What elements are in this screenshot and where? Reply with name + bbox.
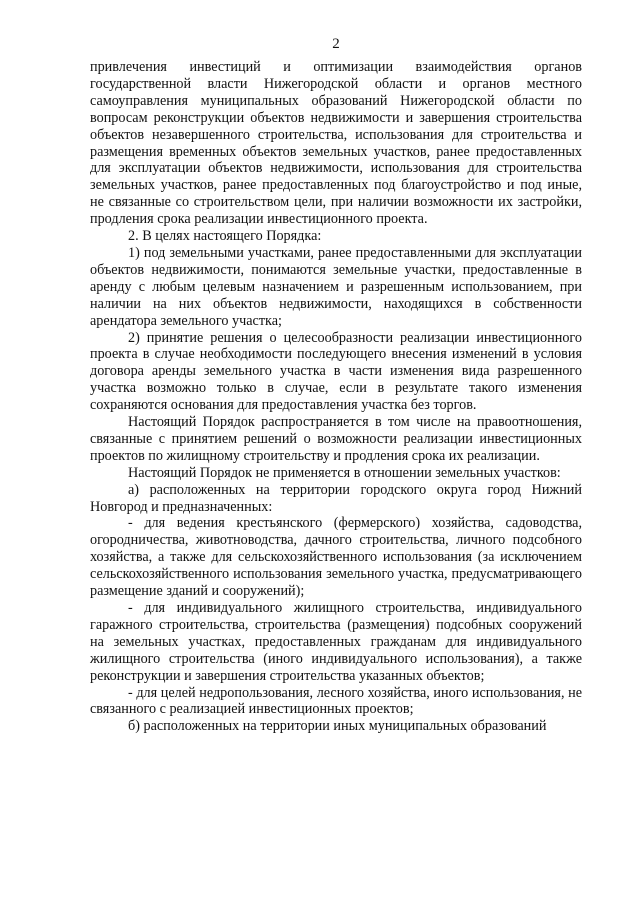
paragraph-exclusions: Настоящий Порядок не применяется в отношении земельных участков: xyxy=(128,464,561,481)
paragraph-investment-purpose: привлечения инвестиций и оптимизации взаимодействия органов государственной власти Нижегородской области и органов местного самоуправления муниципальных образований Нижегородской области по вопросам реконструкции объектов недвижимости и завершения строительства объектов незавершенного строительства, использования для строительства и размещения временных объектов земельных участков, ранее предоставленных для эксплуатации объектов недвижимости, использования для строительства земельных участков, ранее предоставленных под благоустройство и под иные, не связанные со строительством цели, при наличии возможности их застройки, продления срока реализации инвестиционного проекта. xyxy=(90,59,582,228)
paragraph-scope: Настоящий Порядок распространяется в том числе на правоотношения, связанные с принятием решений о возможности реализации инвестиционных проектов по жилищному строительству и продления срока их реализации. xyxy=(90,414,582,464)
paragraph-exclusion-a-housing: - для индивидуального жилищного строительства, индивидуального гаражного строительства, строительства (размещения) подсобных сооружений на земельных участках, предоставленных гражданам для индивидуального жилищного строительства (иного индивидуального использования), а также реконструкции и завершения строительства указанных объектов; xyxy=(90,600,582,684)
paragraph-exclusion-a-farming: - для ведения крестьянского (фермерского) хозяйства, садоводства, огородничества, животноводства, дачного строительства, личного подсобного хозяйства, а также для сельскохозяйственного использования (за исключением сельскохозяйственного использования земельного участка, предусматривающего размещение зданий и сооружений); xyxy=(90,515,582,600)
paragraph-item-2: 2) принятие решения о целесообразности реализации инвестиционного проекта в случае необходимости последующего внесения изменений в условия договора аренды земельного участка в части изменения вида разрешенного участка возможно только в случае, если в результате такого изменения сохраняются основания для предоставления участка без торгов. xyxy=(90,329,582,414)
paragraph-section-2-heading: 2. В целях настоящего Порядка: xyxy=(128,228,322,245)
paragraph-exclusion-a: а) расположенных на территории городского округа город Нижний Новгород и предназначенных: xyxy=(90,481,582,515)
paragraph-exclusion-a-subsoil: - для целей недропользования, лесного хозяйства, иного использования, не связанного с реализацией инвестиционных проектов; xyxy=(90,684,582,718)
paragraph-item-1: 1) под земельными участками, ранее предоставленными для эксплуатации объектов недвижимости, понимаются земельные участки, предоставленные в аренду с любым целевым назначением и разрешенным использованием, при наличии на них объектов недвижимости, находящихся в собственности арендатора земельного участка; xyxy=(90,244,582,329)
paragraph-exclusion-b: б) расположенных на территории иных муниципальных образований xyxy=(128,718,547,735)
page-number: 2 xyxy=(332,36,340,52)
